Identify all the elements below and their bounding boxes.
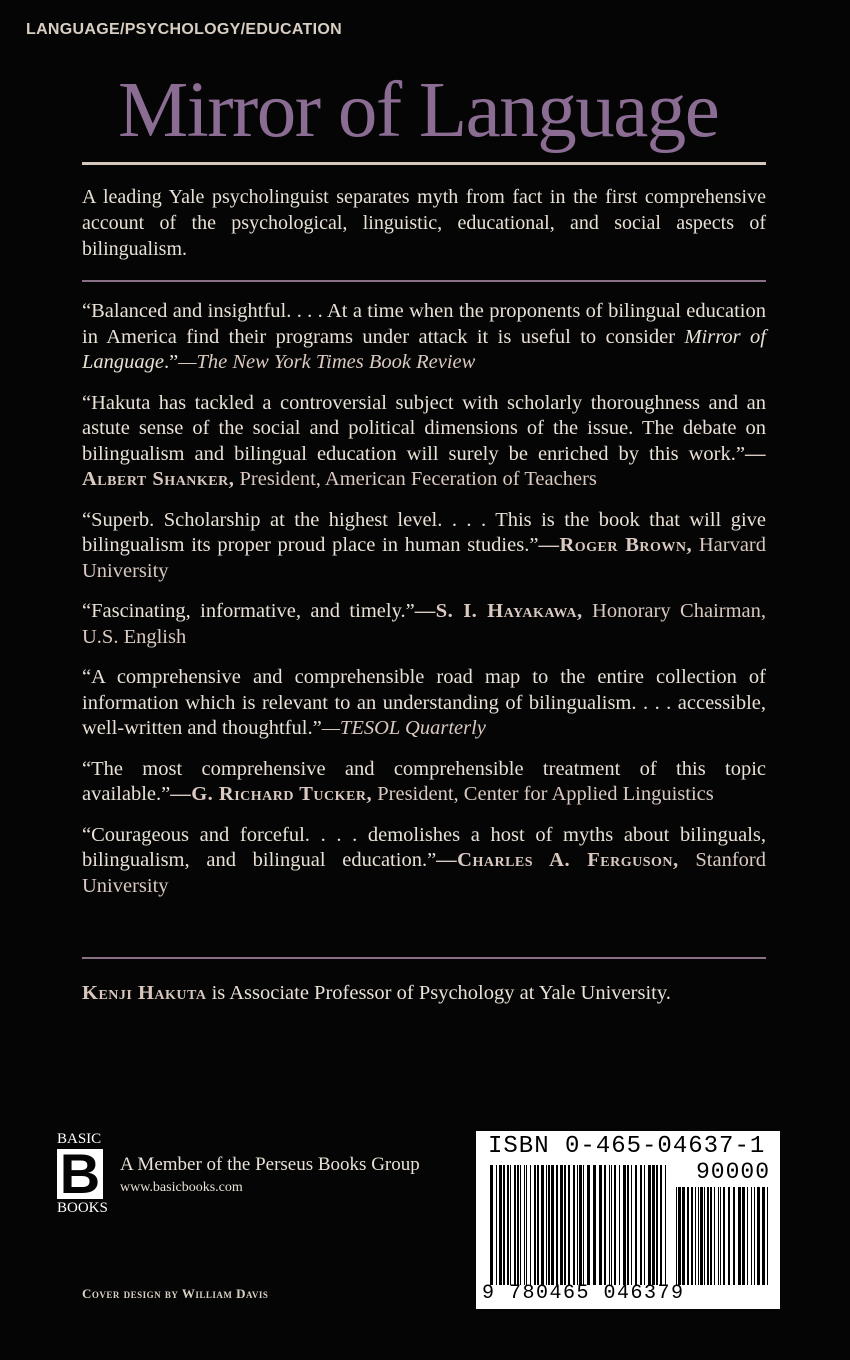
quote-1	[82, 299, 766, 376]
quote-source: —Charles A. Ferguson,	[436, 849, 679, 871]
quote-source: —Albert Shanker,	[82, 442, 766, 490]
quotes-section	[82, 299, 766, 914]
quote-text: “A comprehensive and comprehensible road map to the entire collection of information which is relevant to an understanding of bilingualism. . . . accessible, well-written and thoughtful.”	[82, 666, 766, 739]
book-blurb: A leading Yale psycholinguist separates myth from fact in the first comprehensive account of the psychological, linguistic, educational, and social aspects of bilingualism.	[82, 186, 766, 260]
logo-books-text: BOOKS	[57, 1200, 108, 1216]
quote-text: “The most comprehensive and comprehensible treatment of this topic available.”	[82, 757, 766, 805]
quote-5	[82, 665, 766, 742]
logo-b-block	[57, 1142, 103, 1205]
author-bio	[82, 980, 782, 1006]
quote-source-affiliation: Harvard University	[82, 534, 766, 582]
quote-source: —S. I. Hayakawa,	[414, 600, 583, 622]
quote-source: —TESOL Quarterly	[321, 717, 486, 739]
publisher-logo	[57, 1132, 107, 1216]
quote-source-affiliation: President, Center for Applied Linguistics	[372, 783, 714, 805]
quote-source-affiliation: Honorary Chairman, U.S. English	[82, 600, 767, 648]
quote-4	[82, 599, 766, 650]
quote-text: “Superb. Scholarship at the highest level. . . . This is the book that will give bilingualism its proper proud place in human studies.”	[82, 508, 766, 556]
quote-text: “Fascinating, informative, and timely.”	[82, 600, 415, 622]
category-label: LANGUAGE/PSYCHOLOGY/EDUCATION	[26, 21, 342, 38]
isbn-text: ISBN 0-465-04637-1	[488, 1133, 766, 1160]
author-bio-text: is Associate Professor of Psychology at Yale University.	[206, 982, 671, 1004]
quote-text: “Courageous and forceful. . . . demolishes a host of myths about bilinguals, bilingualism, and bilingual education.”	[82, 823, 766, 871]
quote-italic: Mirror of Language	[82, 325, 766, 373]
barcode-icon	[490, 1165, 668, 1285]
about-rule	[82, 957, 766, 959]
cover-credit: Cover design by William Davis	[82, 1286, 269, 1301]
quote-source: —G. Richard Tucker,	[170, 783, 373, 805]
quote-6	[82, 757, 766, 808]
quote-after: .”	[164, 351, 179, 373]
quote-3	[82, 508, 766, 585]
logo-b-letter: B	[59, 1142, 101, 1205]
publisher-website: www.basicbooks.com	[120, 1180, 243, 1195]
author-name: Kenji Hakuta	[82, 982, 207, 1004]
quote-source-affiliation: Stanford University	[82, 849, 766, 897]
price-barcode-icon	[676, 1187, 770, 1285]
book-title: Mirror of Language	[118, 67, 719, 154]
price-code: 90000	[695, 1159, 770, 1185]
blurb-rule	[82, 280, 766, 282]
quote-source: —The New York Times Book Review	[178, 351, 476, 373]
barcode-box	[476, 1131, 780, 1309]
quote-text: “Balanced and insightful. . . . At a time when the proponents of bilingual education in America find their programs under attack it is useful to consider	[82, 300, 766, 348]
title-rule	[82, 162, 766, 165]
quote-2	[82, 391, 766, 493]
quote-7	[82, 823, 766, 900]
logo-basic-text: BASIC	[57, 1131, 102, 1147]
quote-text: “Hakuta has tackled a controversial subject with scholarly thoroughness and an astute sense of the social and political dimensions of the issue. The debate on bilingualism and bilingual education will surely be enriched by this work.”	[82, 391, 766, 465]
publisher-member: A Member of the Perseus Books Group	[120, 1154, 420, 1175]
ean-number: 9 780465 046379	[482, 1282, 685, 1305]
quote-source-affiliation: President, American Feceration of Teachers	[234, 468, 597, 490]
quote-source: —Roger Brown,	[538, 534, 693, 556]
